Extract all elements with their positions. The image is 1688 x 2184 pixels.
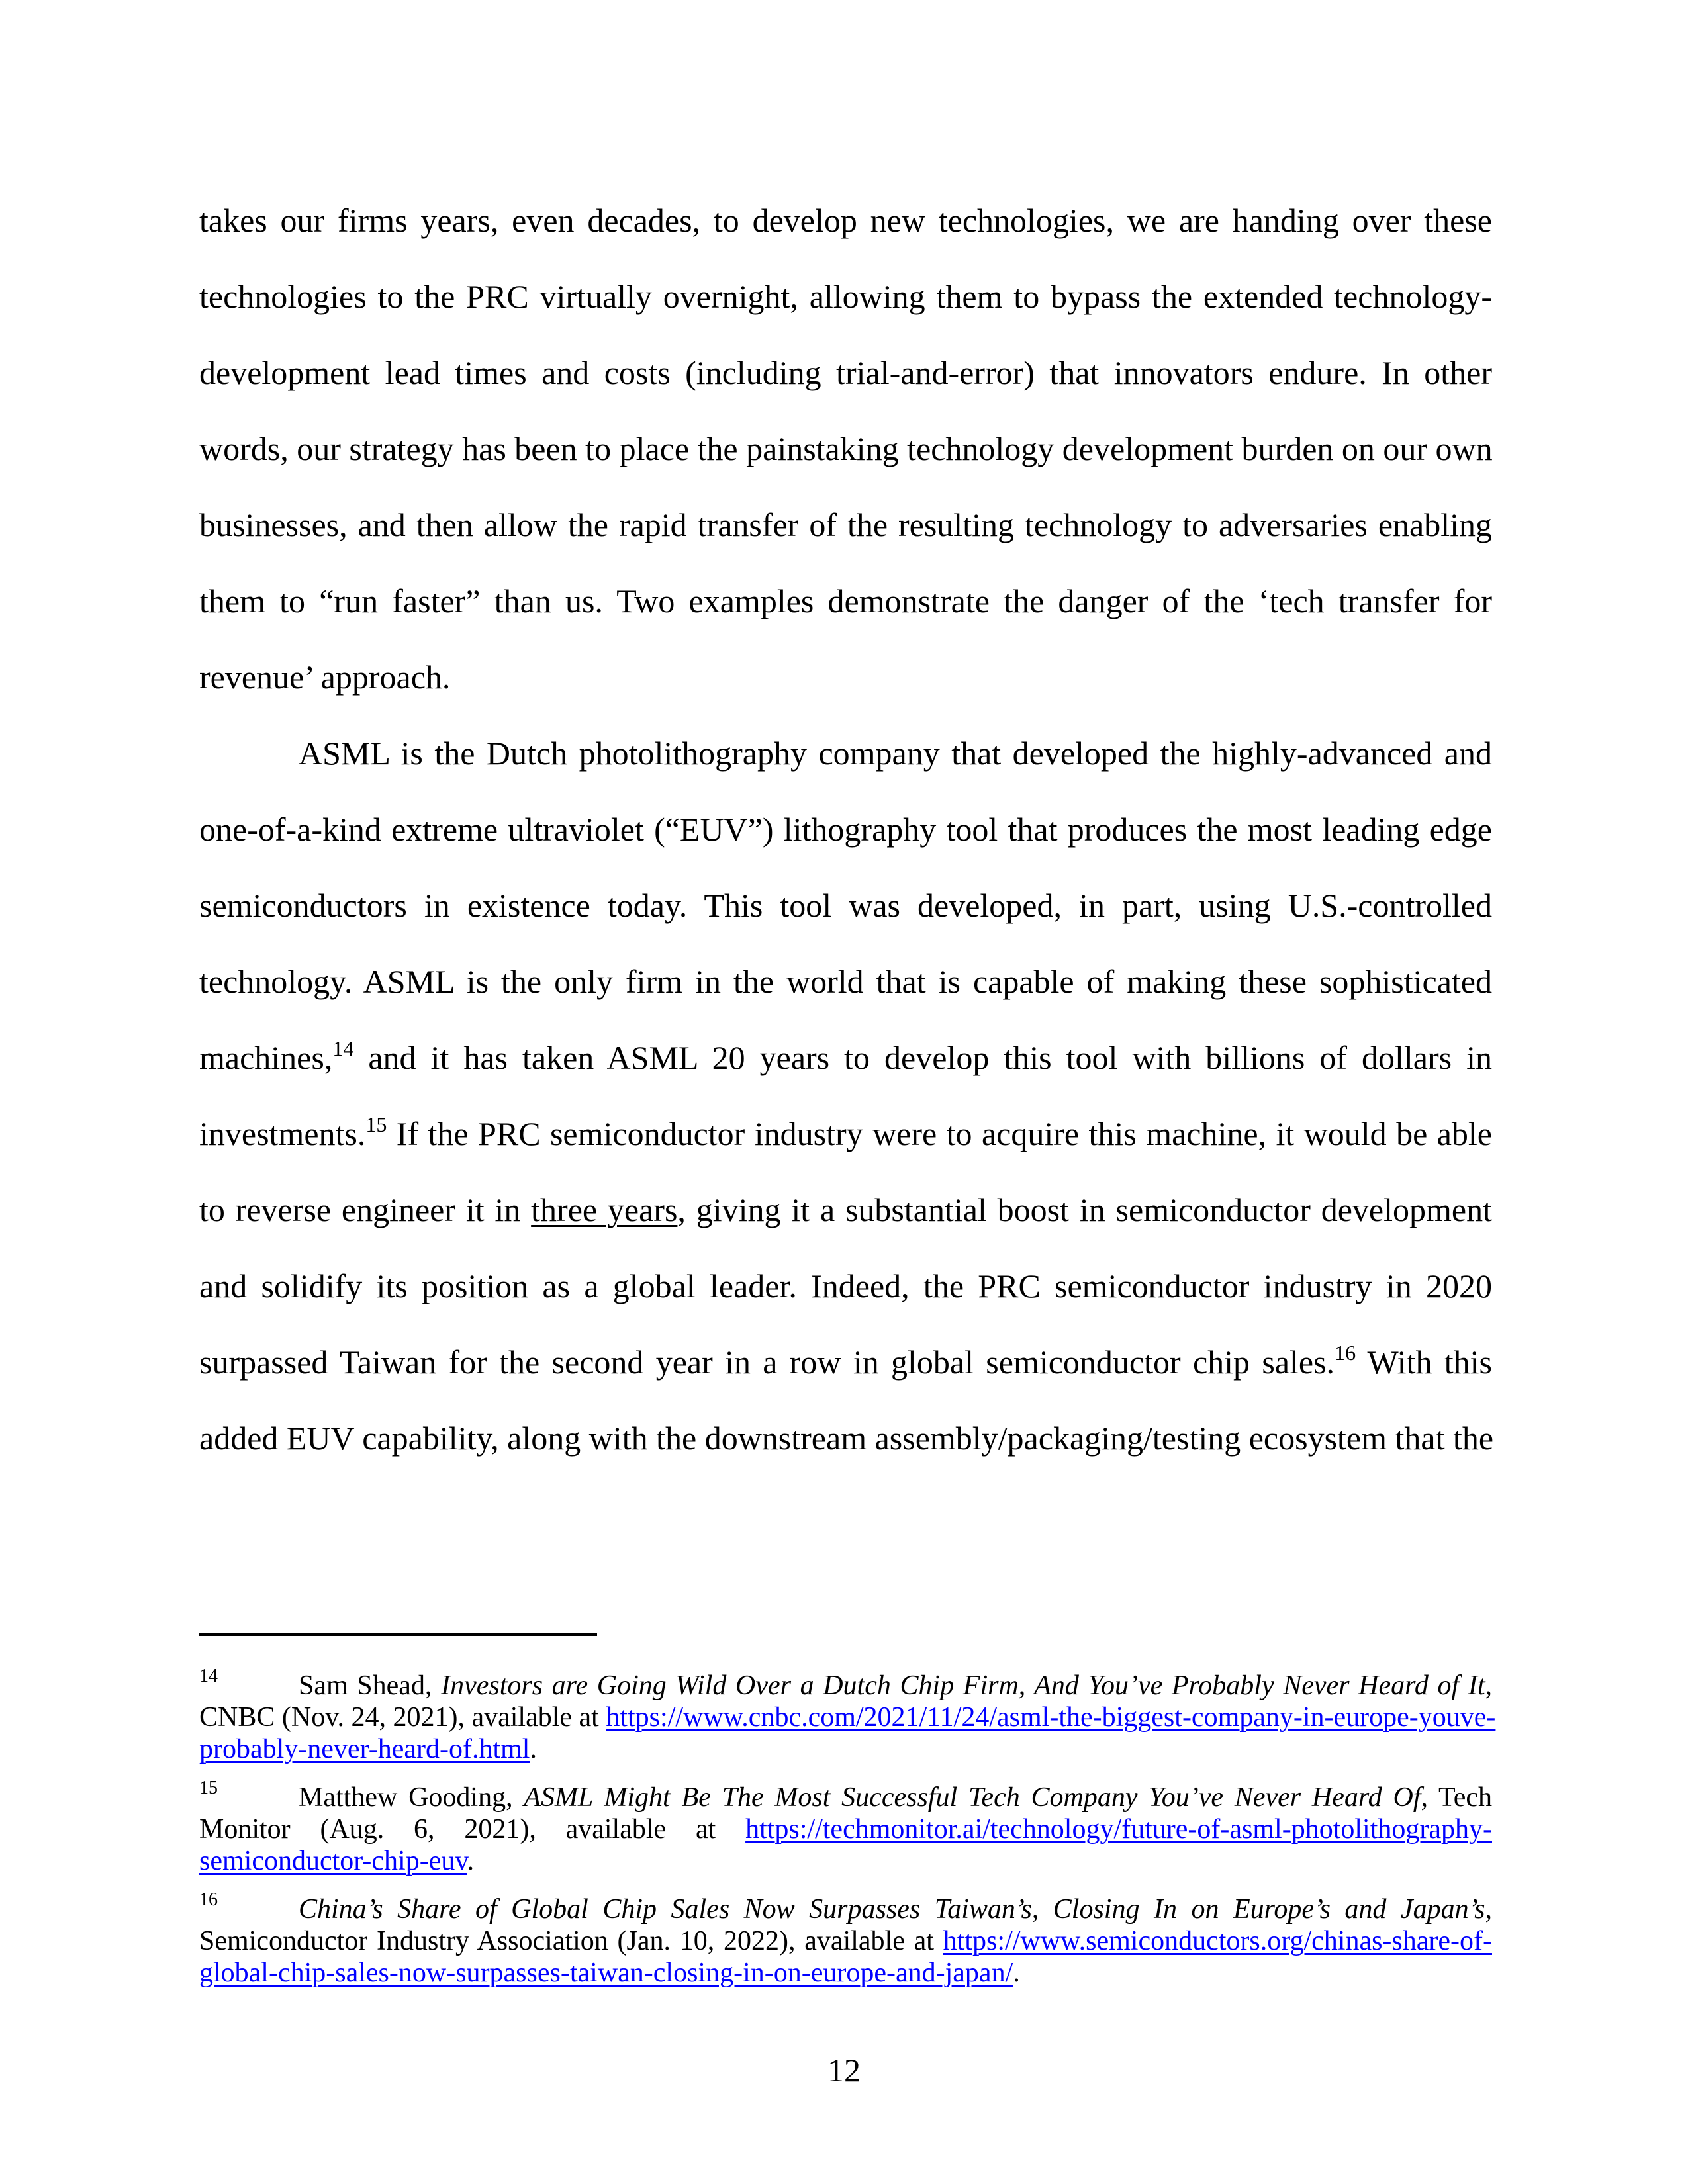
footnote-source: Monitor (Aug. 6, 2021), available at	[199, 1814, 746, 1844]
footnote-link[interactable]: semiconductor-chip-euv	[199, 1846, 467, 1876]
body-line: revenue’ approach.	[199, 659, 451, 696]
footnote-title: ASML Might Be The Most Successful Tech Company You’ve Never Heard Of	[524, 1782, 1421, 1813]
footnote-ref-14[interactable]: 14	[332, 1036, 354, 1060]
body-line: development lead times and costs (including trial-and-error) that innovators endure. In other	[199, 354, 1492, 391]
text: , giving it a substantial boost in semiconductor development	[677, 1191, 1492, 1228]
footnote-line	[199, 1666, 1492, 1702]
body-line: semiconductors in existence today. This tool was developed, in part, using U.S.-controlled	[199, 887, 1492, 924]
text: ,	[1485, 1670, 1492, 1701]
text: to reverse engineer it in	[199, 1191, 532, 1228]
footnote-line	[199, 1845, 1492, 1877]
page-number: 12	[827, 2052, 861, 2089]
body-line	[199, 1020, 1492, 1096]
footnote-number: 15	[199, 1778, 218, 1798]
footnote-line	[199, 1925, 1492, 1957]
footnote-number: 14	[199, 1666, 218, 1686]
text: .	[1013, 1958, 1020, 1988]
footnote-title: China’s Share of Global Chip Sales Now Surpasses Taiwan’s, Closing In on Europe’s and Japan’s	[299, 1894, 1485, 1925]
footnote-line	[199, 1957, 1492, 1989]
footnote-line	[199, 1889, 1492, 1925]
body-line: ASML is the Dutch photolithography company that developed the highly-advanced and	[299, 735, 1492, 772]
text: machines,	[199, 1039, 333, 1076]
body-line: technology. ASML is the only firm in the world that is capable of making these sophisticated	[199, 963, 1492, 1000]
body-line: businesses, and then allow the rapid transfer of the resulting technology to adversaries enabling	[199, 506, 1492, 543]
body-line: and solidify its position as a global leader. Indeed, the PRC semiconductor industry in 2020	[199, 1267, 1492, 1304]
footnote-source: Semiconductor Industry Association (Jan. 10, 2022), available at	[199, 1926, 943, 1956]
footnote-title: Investors are Going Wild Over a Dutch Chip Firm, And You’ve Probably Never Heard of It	[441, 1670, 1485, 1701]
footnote-number: 16	[199, 1889, 218, 1910]
body-line	[199, 1096, 1492, 1172]
body-line: technologies to the PRC virtually overnight, allowing them to bypass the extended technology-	[199, 278, 1492, 315]
text: surpassed Taiwan for the second year in a row in global semiconductor chip sales.	[199, 1343, 1335, 1381]
text: ,	[1485, 1894, 1492, 1925]
footnote-separator	[199, 1633, 597, 1636]
text: If the PRC semiconductor industry were to acquire this machine, it would be able	[387, 1115, 1492, 1152]
footnote-author: Matthew Gooding,	[299, 1782, 524, 1813]
footnote-link[interactable]: https://techmonitor.ai/technology/future-of-asml-photolithography-	[745, 1814, 1492, 1844]
text: .	[467, 1846, 475, 1876]
underlined-text: three years	[531, 1191, 678, 1228]
body-line: words, our strategy has been to place the painstaking technology development burden on our own	[199, 430, 1493, 467]
footnote-line	[199, 1813, 1492, 1845]
footnote-line	[199, 1702, 1496, 1733]
body-line: one-of-a-kind extreme ultraviolet (“EUV”) lithography tool that produces the most leading edge	[199, 811, 1492, 848]
body-line: added EUV capability, along with the downstream assembly/packaging/testing ecosystem that the	[199, 1420, 1494, 1457]
body-line: them to “run faster” than us. Two examples demonstrate the danger of the ‘tech transfer for	[199, 582, 1492, 619]
footnote-link[interactable]: https://www.semiconductors.org/chinas-share-of-	[943, 1926, 1492, 1956]
footnote-ref-15[interactable]: 15	[365, 1113, 387, 1136]
body-line	[199, 1172, 1492, 1248]
text: .	[530, 1734, 537, 1764]
footnote-ref-16[interactable]: 16	[1335, 1341, 1356, 1365]
body-line	[199, 1324, 1492, 1400]
text: , Tech	[1421, 1782, 1493, 1813]
footnote-link[interactable]: probably-never-heard-of.html	[199, 1734, 530, 1764]
text: With this	[1356, 1343, 1492, 1381]
footnote-link[interactable]: global-chip-sales-now-surpasses-taiwan-closing-in-on-europe-and-japan/	[199, 1958, 1013, 1988]
footnote-line	[199, 1733, 1492, 1765]
text: and it has taken ASML 20 years to develop this tool with billions of dollars in	[353, 1039, 1492, 1076]
footnote-source: CNBC (Nov. 24, 2021), available at	[199, 1702, 606, 1733]
footnote-link[interactable]: https://www.cnbc.com/2021/11/24/asml-the-biggest-company-in-europe-youve-	[606, 1702, 1496, 1733]
body-line: takes our firms years, even decades, to develop new technologies, we are handing over these	[199, 202, 1492, 239]
footnote-author: Sam Shead,	[299, 1670, 442, 1701]
footnote-line	[199, 1778, 1493, 1813]
text: investments.	[199, 1115, 366, 1152]
